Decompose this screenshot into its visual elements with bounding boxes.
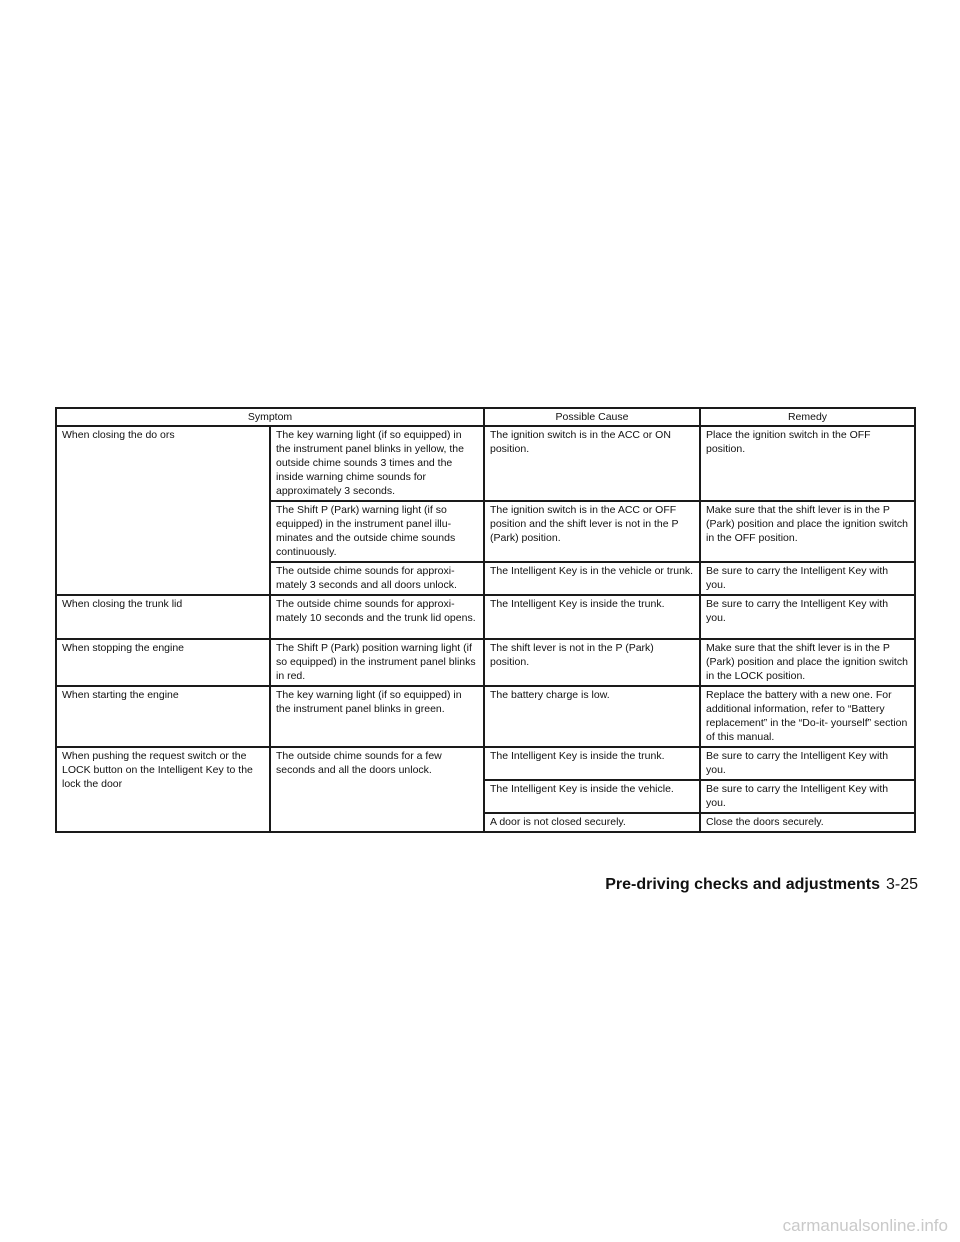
- table-row: [56, 747, 915, 780]
- remedy-header: Remedy: [700, 408, 915, 426]
- watermark: carmanualsonline.info: [782, 1216, 948, 1235]
- table-cell: The outside chime sounds for approxi- mately 10 seconds and the trunk lid opens.: [270, 595, 484, 639]
- table-cell: A door is not closed securely.: [484, 813, 700, 832]
- table-cell: The key warning light (if so equipped) in the instrument panel blinks in green.: [270, 686, 484, 747]
- table-cell: Be sure to carry the Intelligent Key with you.: [700, 595, 915, 639]
- table-row: [56, 595, 915, 639]
- table-cell: The ignition switch is in the ACC or ON position.: [484, 426, 700, 501]
- table-cell: The Intelligent Key is inside the vehicle.: [484, 780, 700, 813]
- table-cell: The outside chime sounds for approxi- mately 3 seconds and all doors unlock.: [270, 562, 484, 595]
- table-cell: Place the ignition switch in the OFF position.: [700, 426, 915, 501]
- table-cell: When closing the do ors: [56, 426, 270, 595]
- table-cell: The outside chime sounds for a few seconds and all the doors unlock.: [270, 747, 484, 832]
- table-cell: The Shift P (Park) warning light (if so equipped) in the instrument panel illu- minates and the outside chime sounds continuously.: [270, 501, 484, 562]
- page-footer: [605, 876, 918, 894]
- table-cell: When stopping the engine: [56, 639, 270, 686]
- possible-cause-header: Possible Cause: [484, 408, 700, 426]
- table-row: [56, 686, 915, 747]
- table-cell: The Intelligent Key is inside the trunk.: [484, 747, 700, 780]
- table-cell: The ignition switch is in the ACC or OFF position and the shift lever is not in the P (Park) position.: [484, 501, 700, 562]
- table-cell: Make sure that the shift lever is in the P (Park) position and place the ignition switch in the LOCK position.: [700, 639, 915, 686]
- table-header-row: [56, 408, 915, 426]
- table-row: [56, 639, 915, 686]
- table-cell: Be sure to carry the Intelligent Key with you.: [700, 747, 915, 780]
- table-cell: Make sure that the shift lever is in the P (Park) position and place the ignition switch in the OFF position.: [700, 501, 915, 562]
- table-cell: The Shift P (Park) position warning light (if so equipped) in the instrument panel blinks in red.: [270, 639, 484, 686]
- section-title: Pre-driving checks and adjustments: [605, 876, 880, 893]
- table-cell: When closing the trunk lid: [56, 595, 270, 639]
- table-cell: Close the doors securely.: [700, 813, 915, 832]
- table-cell: Replace the battery with a new one. For additional information, refer to “Battery replacement” in the “Do-it- yourself” section of this manual.: [700, 686, 915, 747]
- table-cell: The Intelligent Key is inside the trunk.: [484, 595, 700, 639]
- table-cell: When starting the engine: [56, 686, 270, 747]
- table-cell: The key warning light (if so equipped) in the instrument panel blinks in yellow, the outside chime sounds 3 times and the inside warning chime sounds for approximately 3 seconds.: [270, 426, 484, 501]
- table-cell: The Intelligent Key is in the vehicle or trunk.: [484, 562, 700, 595]
- table-cell: Be sure to carry the Intelligent Key with you.: [700, 780, 915, 813]
- page-number: 3-25: [885, 876, 918, 893]
- table-cell: The shift lever is not in the P (Park) position.: [484, 639, 700, 686]
- table-row: [56, 426, 915, 501]
- table-cell: When pushing the request switch or the LOCK button on the Intelligent Key to the lock the door: [56, 747, 270, 832]
- troubleshooting-table: [55, 407, 916, 833]
- table-cell: Be sure to carry the Intelligent Key with you.: [700, 562, 915, 595]
- table-cell: The battery charge is low.: [484, 686, 700, 747]
- symptom-header: Symptom: [56, 408, 484, 426]
